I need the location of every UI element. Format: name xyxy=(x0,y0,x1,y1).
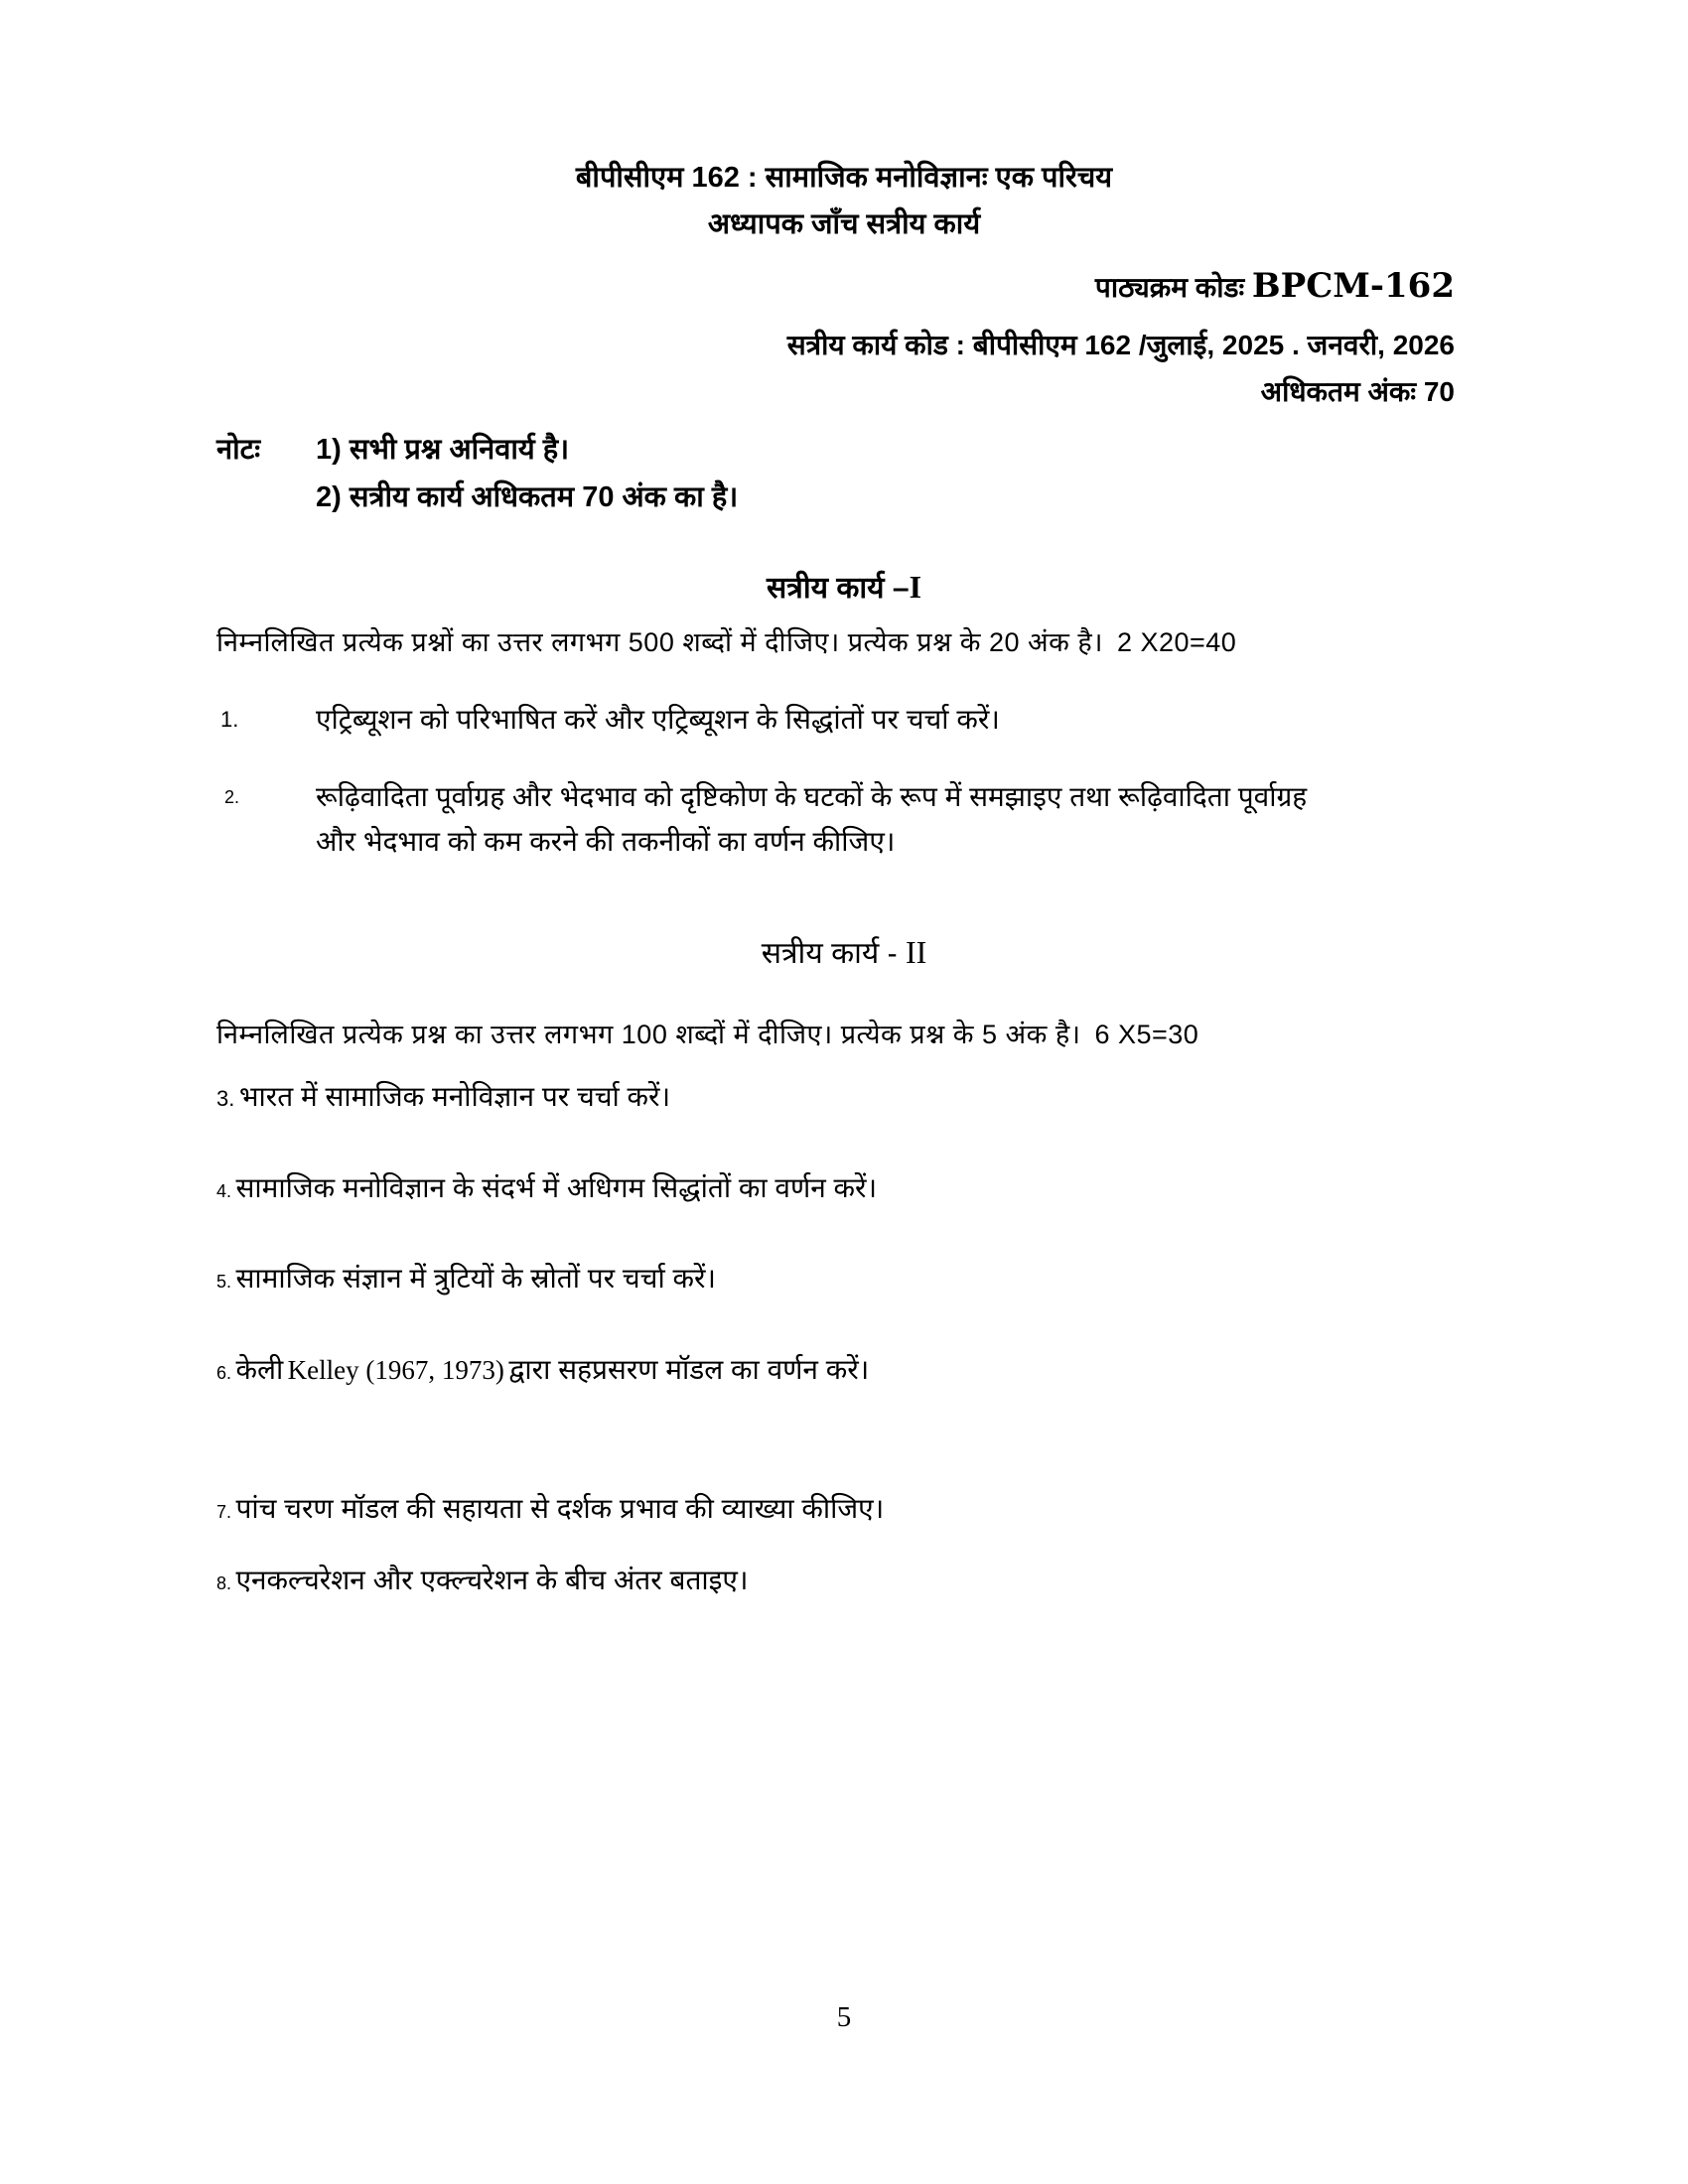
section-2-instruction: निम्नलिखित प्रत्येक प्रश्न का उत्तर लगभग 100 शब्दों में दीजिए। प्रत्येक प्रश्न के 5 अंक है। 6 X5=30 xyxy=(216,1020,1199,1049)
course-code-value: BPCM-162 xyxy=(1251,266,1455,306)
question-4: 4. सामाजिक मनोविज्ञान के संदर्भ में अधिगम सिद्धांतों का वर्णन करें। xyxy=(216,1172,878,1203)
section-1-marks: 2 X20=40 xyxy=(1116,627,1237,657)
question-text: रूढ़िवादिता पूर्वाग्रह और भेदभाव को दृष्टिकोण के घटकों के रूप में समझाइए तथा रूढ़िवादिता पूर्वाग्रह xyxy=(316,781,1308,812)
note-item: 2) सत्रीय कार्य अधिकतम 70 अंक का है। xyxy=(316,481,739,513)
question-3: 3. भारत में सामाजिक मनोविज्ञान पर चर्चा करें। xyxy=(216,1081,671,1112)
question-text: एट्रिब्यूशन को परिभाषित करें और एट्रिब्यूशन के सिद्धांतों पर चर्चा करें। xyxy=(316,704,1000,735)
note-item: 1) सभी प्रश्न अनिवार्य है। xyxy=(316,434,570,466)
note-label: नोटः xyxy=(216,434,261,466)
course-code xyxy=(1095,266,1455,306)
section-2-heading: सत्रीय कार्य - II xyxy=(761,934,927,970)
assignment-code: सत्रीय कार्य कोड : बीपीसीएम 162 /जुलाई, 2025 . जनवरी, 2026 xyxy=(786,330,1455,360)
question-8: 8. एनकल्चरेशन और एक्ल्चरेशन के बीच अंतर बताइए। xyxy=(216,1565,749,1595)
question-number: 1. xyxy=(220,707,239,732)
page-number: 5 xyxy=(836,2001,852,2033)
document-subtitle: अध्यापक जाँच सत्रीय कार्य xyxy=(707,208,981,240)
max-marks: अधिकतम अंकः 70 xyxy=(1260,376,1455,407)
question-7: 7. पांच चरण मॉडल की सहायता से दर्शक प्रभाव की व्याख्या कीजिए। xyxy=(216,1493,885,1524)
section-1-heading: सत्रीय कार्य –I xyxy=(766,569,922,605)
question-5: 5. सामाजिक संज्ञान में त्रुटियों के स्रोतों पर चर्चा करें। xyxy=(216,1263,717,1294)
course-code-label: पाठ्यक्रम कोडः xyxy=(1094,272,1245,303)
question-text: और भेदभाव को कम करने की तकनीकों का वर्णन कीजिए। xyxy=(316,826,896,857)
section-1-instruction: निम्नलिखित प्रत्येक प्रश्नों का उत्तर लगभग 500 शब्दों में दीजिए। प्रत्येक प्रश्न के 20 अंक है। 2 X20=40 xyxy=(216,627,1237,657)
section-2-marks: 6 X5=30 xyxy=(1094,1020,1199,1049)
document-title: बीपीसीएम 162 : सामाजिक मनोविज्ञानः एक परिचय xyxy=(575,162,1113,194)
question-6: 6. केली Kelley (1967, 1973) द्वारा सहप्रसरण मॉडल का वर्णन करें। xyxy=(216,1354,870,1385)
question-number: 2. xyxy=(224,787,240,807)
